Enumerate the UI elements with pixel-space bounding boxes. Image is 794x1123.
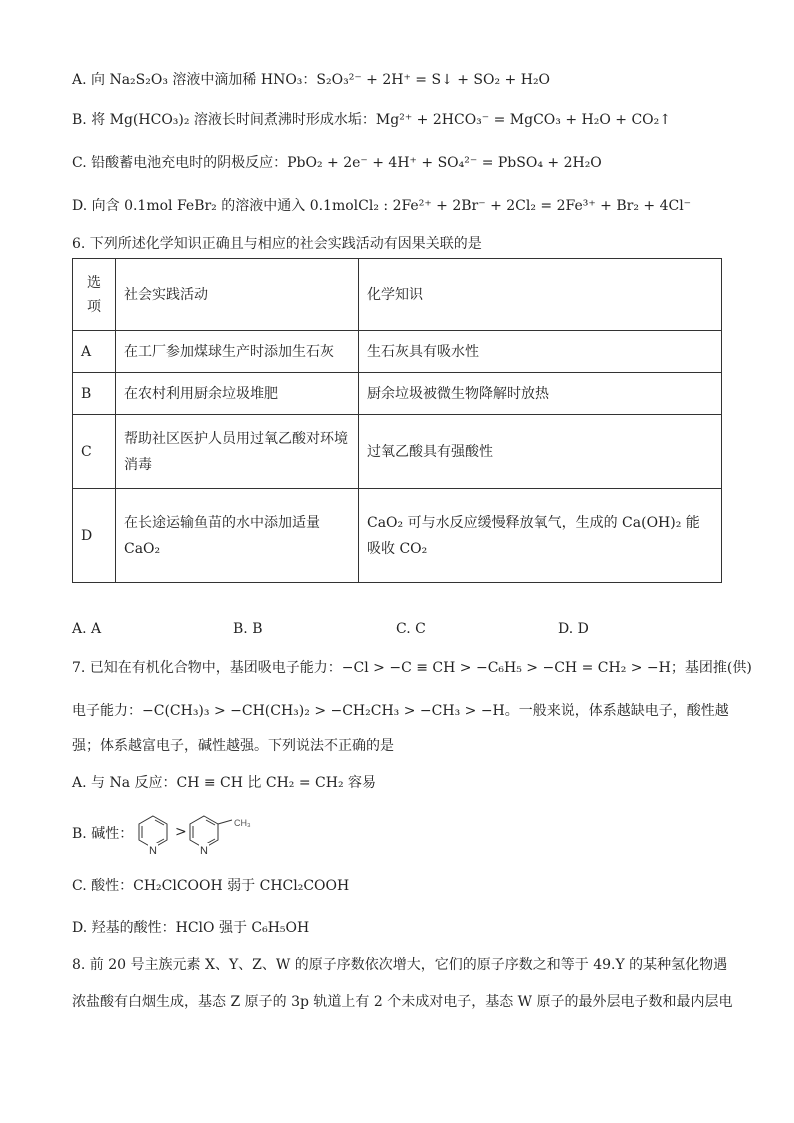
methyl-label: CH₃ — [234, 818, 251, 828]
q8-stem-line2: 浓盐酸有白烟生成，基态 Z 原子的 3p 轨道上有 2 个未成对电子，基态 W 原子的最外层电子数和最内层电 — [72, 994, 733, 1010]
q7-option-d: D. 羟基的酸性：HClO 强于 C₆H₅OH — [72, 920, 310, 936]
pyridine-structure — [137, 812, 177, 858]
table-row — [73, 331, 722, 373]
row-activity: 在工厂参加煤球生产时添加生石灰 — [116, 331, 359, 373]
nitrogen-label: N — [149, 845, 157, 857]
q5-option-c: C. 铅酸蓄电池充电时的阴极反应：PbO₂ + 2e⁻ + 4H⁺ + SO₄²⁻ = PbSO₄ + 2H₂O — [72, 155, 602, 171]
q6-choice-d: D. D — [558, 621, 589, 637]
q5-option-b: B. 将 Mg(HCO₃)₂ 溶液长时间煮沸时形成水垢：Mg²⁺ + 2HCO₃⁻ = MgCO₃ + H₂O + CO₂↑ — [72, 112, 671, 128]
q8-stem-line1: 8. 前 20 号主族元素 X、Y、Z、W 的原子序数依次增大，它们的原子序数之和等于 49.Y 的某种氢化物遇 — [72, 957, 728, 973]
q7-option-b-label: B. 碱性： — [72, 826, 134, 842]
row-option: C — [73, 415, 116, 489]
row-knowledge: 生石灰具有吸水性 — [359, 331, 722, 373]
q7-option-a: A. 与 Na 反应：CH ≡ CH 比 CH₂ = CH₂ 容易 — [72, 775, 377, 791]
table-row — [73, 489, 722, 583]
q5-option-d: D. 向含 0.1mol FeBr₂ 的溶液中通入 0.1molCl₂ : 2Fe²⁺ + 2Br⁻ + 2Cl₂ = 2Fe³⁺ + Br₂ + 4Cl⁻ — [72, 198, 692, 214]
q6-stem: 6. 下列所述化学知识正确且与相应的社会实践活动有因果关联的是 — [72, 236, 482, 252]
row-option: A — [73, 331, 116, 373]
q7-stem-line2: 电子能力：−C(CH₃)₃ > −CH(CH₃)₂ > −CH₂CH₃ > −CH₃ > −H。一般来说，体系越缺电子，酸性越 — [72, 703, 729, 719]
q5-option-a: A. 向 Na₂S₂O₃ 溶液中滴加稀 HNO₃：S₂O₃²⁻ + 2H⁺ = S↓ + SO₂ + H₂O — [72, 72, 551, 88]
header-activity: 社会实践活动 — [116, 259, 359, 331]
row-option: B — [73, 373, 116, 415]
header-option: 选项 — [73, 259, 116, 331]
row-activity: 在长途运输鱼苗的水中添加适量 CaO₂ — [116, 489, 359, 583]
row-activity: 在农村利用厨余垃圾堆肥 — [116, 373, 359, 415]
table-row — [73, 415, 722, 489]
table-row — [73, 373, 722, 415]
row-knowledge: 过氧乙酸具有强酸性 — [359, 415, 722, 489]
3-methylpyridine-structure — [188, 812, 268, 858]
greater-than-sign: > — [175, 824, 187, 840]
row-activity: 帮助社区医护人员用过氧乙酸对环境消毒 — [116, 415, 359, 489]
q7-stem-line1: 7. 已知在有机化合物中，基团吸电子能力：−Cl > −C ≡ CH > −C₆H₅ > −CH = CH₂ > −H；基团推(供) — [72, 660, 752, 676]
q7-option-c: C. 酸性：CH₂ClCOOH 弱于 CHCl₂COOH — [72, 878, 350, 894]
row-knowledge: CaO₂ 可与水反应缓慢释放氧气，生成的 Ca(OH)₂ 能吸收 CO₂ — [359, 489, 722, 583]
row-knowledge: 厨余垃圾被微生物降解时放热 — [359, 373, 722, 415]
header-knowledge: 化学知识 — [359, 259, 722, 331]
q6-table — [72, 258, 722, 583]
row-option: D — [73, 489, 116, 583]
q7-stem-line3: 强；体系越富电子，碱性越强。下列说法不正确的是 — [72, 738, 394, 754]
q6-choice-a: A. A — [72, 621, 102, 637]
nitrogen-label: N — [200, 845, 208, 857]
q6-choice-b: B. B — [233, 621, 263, 637]
table-header-row — [73, 259, 722, 331]
q6-choice-c: C. C — [396, 621, 426, 637]
